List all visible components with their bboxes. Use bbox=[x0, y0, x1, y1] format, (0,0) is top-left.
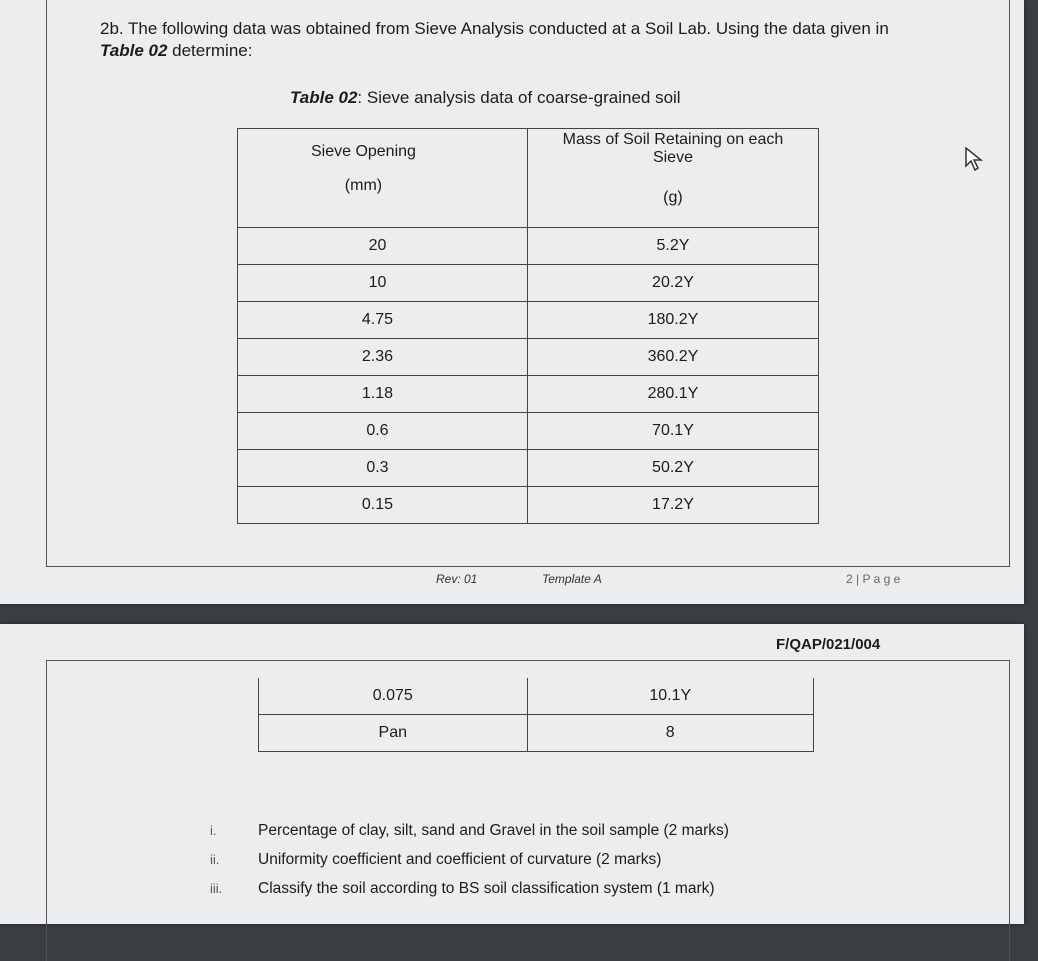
table-row bbox=[238, 339, 819, 376]
mass-retained-cell: 10.1Y bbox=[527, 678, 813, 715]
table-row bbox=[259, 715, 814, 752]
task-number: ii. bbox=[210, 852, 220, 867]
task-text: Classify the soil according to BS soil classification system (1 mark) bbox=[258, 879, 715, 897]
sieve-opening-cell: 2.36 bbox=[238, 339, 528, 376]
table-row bbox=[259, 678, 814, 715]
document-code: F/QAP/021/004 bbox=[776, 636, 881, 653]
sieve-opening-cell: 4.75 bbox=[238, 302, 528, 339]
task-list bbox=[210, 816, 729, 903]
task-number: iii. bbox=[210, 881, 223, 896]
caption-label: Table 02 bbox=[290, 88, 358, 107]
table-row bbox=[238, 265, 819, 302]
revision-label: Rev: 01 bbox=[436, 572, 478, 586]
header-unit: (mm) bbox=[344, 177, 383, 194]
table-row bbox=[238, 487, 819, 524]
mass-retained-cell: 17.2Y bbox=[527, 487, 818, 524]
question-suffix: determine: bbox=[167, 41, 253, 60]
sieve-opening-cell: 0.3 bbox=[238, 450, 528, 487]
header-text: Sieve Opening bbox=[310, 143, 416, 160]
table-row bbox=[238, 450, 819, 487]
mouse-cursor-icon bbox=[964, 146, 986, 172]
task-text: Uniformity coefficient and coefficient of curvature (2 marks) bbox=[258, 850, 662, 868]
mass-retained-cell: 20.2Y bbox=[527, 265, 818, 302]
question-text bbox=[100, 18, 900, 62]
task-text: Percentage of clay, silt, sand and Gravel in the soil sample (2 marks) bbox=[258, 821, 729, 839]
sieve-opening-cell: 0.15 bbox=[238, 487, 528, 524]
task-number: i. bbox=[210, 823, 217, 838]
header-sieve-opening bbox=[238, 129, 528, 228]
list-item bbox=[210, 816, 729, 845]
table-reference: Table 02 bbox=[100, 41, 168, 60]
sieve-opening-cell: 20 bbox=[238, 228, 528, 265]
header-unit: (g) bbox=[663, 189, 683, 206]
page-number: 2 | P a g e bbox=[846, 572, 901, 586]
table-caption bbox=[290, 88, 681, 108]
list-item bbox=[210, 845, 729, 874]
mass-retained-cell: 70.1Y bbox=[527, 413, 818, 450]
template-label: Template A bbox=[542, 572, 602, 586]
sieve-table-continued bbox=[258, 678, 814, 752]
mass-retained-cell: 5.2Y bbox=[527, 228, 818, 265]
table-row bbox=[238, 376, 819, 413]
list-item bbox=[210, 874, 729, 903]
header-text: Sieve bbox=[652, 149, 693, 166]
mass-retained-cell: 8 bbox=[527, 715, 813, 752]
sieve-opening-cell: 10 bbox=[238, 265, 528, 302]
mass-retained-cell: 360.2Y bbox=[527, 339, 818, 376]
table-header-row bbox=[238, 129, 819, 228]
sieve-opening-cell: 1.18 bbox=[238, 376, 528, 413]
mass-retained-cell: 50.2Y bbox=[527, 450, 818, 487]
sieve-opening-cell: 0.6 bbox=[238, 413, 528, 450]
sieve-opening-cell: Pan bbox=[259, 715, 528, 752]
table-row bbox=[238, 302, 819, 339]
sieve-table bbox=[237, 128, 819, 524]
mass-retained-cell: 280.1Y bbox=[527, 376, 818, 413]
caption-text: : Sieve analysis data of coarse-grained soil bbox=[357, 88, 681, 107]
table-row bbox=[238, 228, 819, 265]
mass-retained-cell: 180.2Y bbox=[527, 302, 818, 339]
header-mass bbox=[527, 129, 818, 228]
question-intro: 2b. The following data was obtained from Sieve Analysis conducted at a Soil Lab. Using the data given in bbox=[100, 19, 889, 38]
table-row bbox=[238, 413, 819, 450]
sieve-opening-cell: 0.075 bbox=[259, 678, 528, 715]
header-text: Mass of Soil Retaining on each bbox=[562, 131, 784, 148]
